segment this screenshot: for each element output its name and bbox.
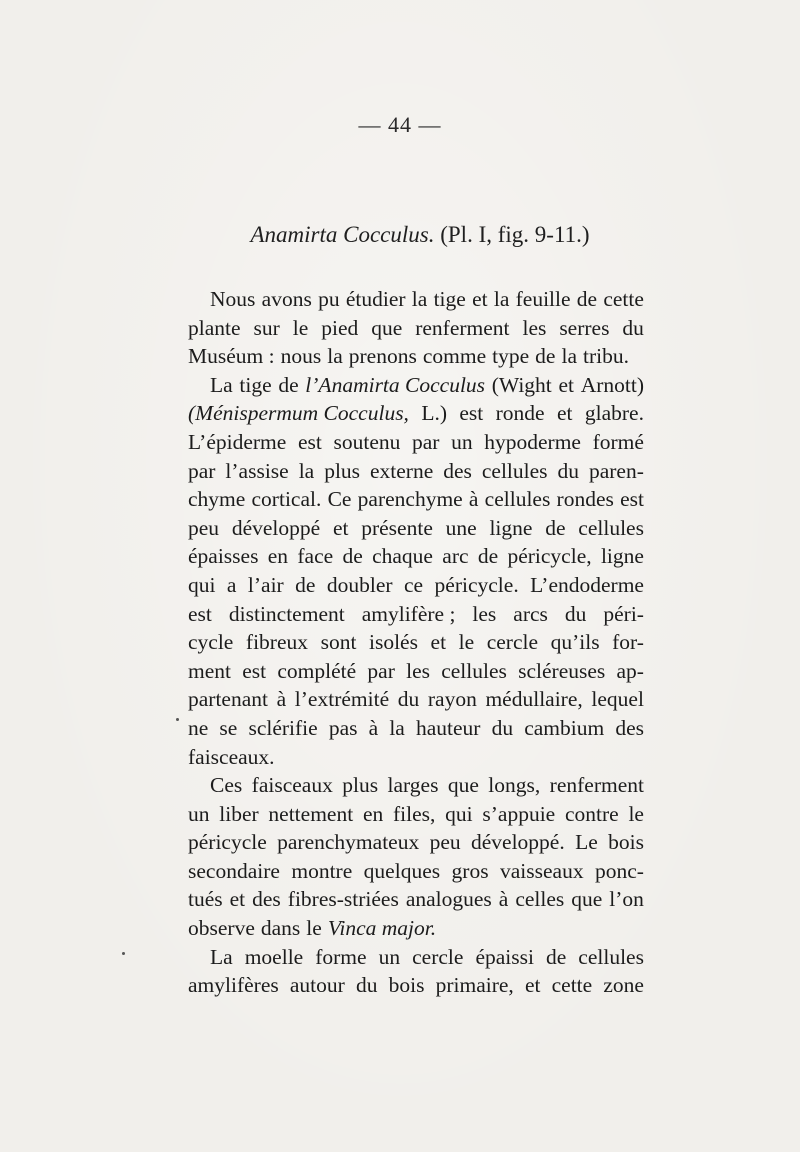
word: ponc-	[595, 858, 644, 883]
word: L’épiderme	[188, 429, 287, 454]
word: de	[477, 544, 499, 569]
word: a	[226, 572, 237, 597]
word: épaisses	[188, 544, 259, 569]
word: pu	[318, 287, 340, 311]
word: fibres-striées	[287, 887, 399, 912]
text-line	[188, 771, 644, 800]
ink-speck	[176, 718, 179, 721]
word: ligne	[600, 544, 644, 569]
word: et	[558, 372, 574, 397]
word: les	[406, 658, 430, 683]
word: de	[342, 544, 363, 569]
word: des	[443, 458, 472, 483]
page-number: — 44 —	[358, 112, 442, 137]
word: plus	[324, 458, 361, 483]
text-line	[188, 542, 644, 571]
word: renferment	[549, 773, 644, 798]
word: la	[493, 287, 510, 311]
word: cambium	[524, 715, 605, 740]
word: La	[210, 372, 233, 397]
word: nous	[280, 344, 322, 369]
section-title	[0, 222, 800, 248]
word: Ces	[210, 773, 243, 798]
word: glabre.	[584, 401, 644, 426]
text-line	[188, 828, 644, 857]
word: les	[522, 315, 547, 340]
word: péricycle,	[507, 544, 592, 569]
word: la	[411, 287, 428, 311]
word: formé	[592, 429, 644, 454]
word: est	[188, 601, 212, 626]
word: parenchymateux	[277, 830, 420, 855]
word: péricycle	[188, 830, 267, 855]
word: du	[622, 315, 644, 340]
word: des	[252, 887, 281, 912]
text-line	[188, 314, 644, 343]
word: du	[397, 687, 420, 712]
word: tribu.	[583, 344, 629, 369]
text-line	[188, 943, 644, 972]
word: l’on	[609, 887, 644, 912]
word: plante	[188, 315, 241, 340]
word: secondaire	[188, 858, 280, 883]
word: observe	[188, 916, 255, 941]
word: for-	[612, 630, 644, 655]
word: péricycle.	[434, 572, 519, 597]
word: se	[219, 715, 238, 740]
word: autour	[289, 973, 345, 998]
word: à	[498, 887, 509, 912]
word: cercle	[412, 944, 464, 969]
word: ment	[188, 658, 231, 683]
word: externe	[370, 458, 434, 483]
word: de	[545, 944, 567, 969]
word: développé	[231, 515, 321, 540]
word: présente	[361, 515, 433, 540]
word: Nous	[210, 287, 256, 311]
word: cellules	[578, 515, 644, 540]
word: (Ménispermum Cocculus,	[188, 401, 409, 426]
word: nettement	[268, 801, 354, 826]
word: Le	[575, 830, 598, 855]
word: larges	[387, 773, 439, 798]
word: sont	[320, 630, 357, 655]
word: face	[297, 544, 334, 569]
word: doubler	[326, 572, 393, 597]
word: lequel	[591, 687, 644, 712]
word: par	[188, 458, 216, 483]
word: la	[389, 715, 405, 740]
text-line	[188, 914, 644, 943]
text-line	[188, 514, 644, 543]
word: de	[576, 287, 598, 311]
word: parenchyme	[357, 487, 463, 512]
word: qu’ils	[550, 630, 600, 655]
word: paren-	[588, 458, 644, 483]
species-name: Anamirta Cocculus.	[250, 222, 435, 247]
word: que	[371, 315, 403, 340]
word: qui	[445, 801, 473, 826]
word: du	[491, 715, 514, 740]
text-line	[188, 600, 644, 629]
word: des	[615, 715, 644, 740]
word: files,	[392, 801, 436, 826]
word: de	[278, 372, 299, 397]
word: cellules	[484, 487, 551, 512]
word: développé.	[470, 830, 565, 855]
word: à	[276, 687, 287, 712]
word: faisceaux.	[188, 744, 275, 769]
word: comme	[422, 344, 487, 369]
word: renferment	[415, 315, 510, 340]
word: la	[561, 344, 577, 369]
text-line	[188, 857, 644, 886]
word: analogues	[405, 887, 492, 912]
word: de	[295, 572, 316, 597]
word: péri-	[603, 601, 644, 626]
word: bois	[388, 973, 425, 998]
word: pied	[321, 315, 359, 340]
word: cycle	[188, 630, 234, 655]
word: par	[412, 429, 440, 454]
word: cellules	[441, 658, 507, 683]
word: de	[545, 515, 566, 540]
word: l’assise	[225, 458, 289, 483]
word: sclérifie	[248, 715, 318, 740]
word: amylifère ;	[361, 601, 456, 626]
word: type	[492, 344, 530, 369]
word: que	[571, 887, 603, 912]
word: le	[306, 916, 322, 941]
word: Vinca major.	[327, 916, 437, 941]
word: (Wight	[491, 372, 552, 397]
word: rayon	[427, 687, 477, 712]
word: amylifères	[188, 973, 279, 998]
word: fibreux	[245, 630, 309, 655]
word: ap-	[616, 658, 644, 683]
word: étudier	[345, 287, 406, 311]
word: cercle	[486, 630, 539, 655]
plate-reference: (Pl. I, fig. 9-11.)	[440, 222, 590, 247]
word: chyme	[188, 487, 246, 512]
word: et	[472, 287, 488, 311]
text-line	[188, 485, 644, 514]
text-line	[188, 714, 644, 743]
word: cellules	[578, 944, 644, 969]
word: pas	[328, 715, 358, 740]
text-line	[188, 885, 644, 914]
word: ce	[404, 572, 424, 597]
word: longs,	[488, 773, 541, 798]
word: celles	[515, 887, 565, 912]
word: un	[188, 801, 210, 826]
word: montre	[291, 858, 353, 883]
text-line	[188, 457, 644, 486]
word: un	[451, 429, 473, 454]
word: par	[367, 658, 395, 683]
word: chaque	[372, 544, 433, 569]
word: cellules	[481, 458, 548, 483]
word: serres	[559, 315, 610, 340]
word: L’endoderme	[530, 572, 644, 597]
word: les	[472, 601, 497, 626]
word: primaire,	[435, 973, 514, 998]
word: ne	[188, 715, 209, 740]
text-line	[188, 743, 644, 772]
word: la	[327, 344, 343, 369]
word: soutenu	[333, 429, 401, 454]
word: forme	[315, 944, 367, 969]
word: en	[267, 544, 289, 569]
word: liber	[219, 801, 259, 826]
word: Arnott)	[580, 372, 644, 397]
word: plus	[342, 773, 379, 798]
word: et	[556, 401, 573, 426]
word: contre	[564, 801, 619, 826]
word: cette	[603, 287, 644, 311]
word: hypoderme	[484, 429, 581, 454]
word: de	[535, 344, 556, 369]
word: faisceaux	[251, 773, 333, 798]
word: à	[368, 715, 379, 740]
text-line	[188, 800, 644, 829]
word: distinctement	[228, 601, 345, 626]
word: ligne	[489, 515, 533, 540]
word: arcs	[513, 601, 548, 626]
text-line	[188, 428, 644, 457]
word: sur	[253, 315, 280, 340]
word: isolés	[368, 630, 418, 655]
word: du	[564, 601, 587, 626]
word: complété	[277, 658, 357, 683]
word: avons	[261, 287, 312, 311]
word: tige	[239, 372, 272, 397]
word: est	[297, 429, 322, 454]
word: quelques	[363, 858, 441, 883]
word: est	[620, 487, 644, 512]
text-line	[188, 971, 644, 1000]
word: l’extrémité	[294, 687, 390, 712]
word: peu	[188, 515, 220, 540]
word: arc	[442, 544, 469, 569]
word: prenons	[348, 344, 417, 369]
body-text	[188, 285, 644, 1000]
word: est	[459, 401, 484, 426]
word: du	[557, 458, 580, 483]
word: vaisseaux	[499, 858, 584, 883]
word: médullaire,	[485, 687, 583, 712]
text-line	[188, 685, 644, 714]
text-line	[188, 285, 644, 314]
word: à	[468, 487, 479, 512]
word: partenant	[188, 687, 268, 712]
word: feuille	[515, 287, 571, 311]
word: s’appuie	[482, 801, 556, 826]
text-line	[188, 657, 644, 686]
word: La	[210, 944, 233, 969]
text-line	[188, 399, 644, 428]
text-line	[188, 371, 644, 400]
word: L.)	[421, 401, 447, 426]
word: et	[430, 630, 447, 655]
word: rondes	[556, 487, 614, 512]
word: est	[242, 658, 267, 683]
word: ronde	[495, 401, 545, 426]
word: tige	[433, 287, 466, 311]
word: Muséum :	[188, 344, 275, 369]
word: un	[378, 944, 401, 969]
word: qui	[188, 572, 216, 597]
word: en	[362, 801, 384, 826]
word: épaissi	[475, 944, 534, 969]
word: scléreuses	[518, 658, 606, 683]
word: le	[458, 630, 475, 655]
word: du	[355, 973, 378, 998]
word: Ce	[327, 487, 352, 512]
word: que	[447, 773, 479, 798]
text-line	[188, 628, 644, 657]
word: et	[332, 515, 349, 540]
word: l’air	[247, 572, 284, 597]
word: l’Anamirta Cocculus	[305, 372, 486, 397]
word: et	[229, 887, 246, 912]
word: et	[524, 973, 541, 998]
word: tués	[188, 887, 223, 912]
word: zone	[603, 973, 644, 998]
ink-speck	[122, 952, 125, 955]
word: cortical.	[251, 487, 322, 512]
text-line	[188, 571, 644, 600]
word: hauteur	[415, 715, 481, 740]
word: moelle	[244, 944, 304, 969]
word: la	[298, 458, 315, 483]
text-line	[188, 342, 644, 371]
word: dans	[260, 916, 301, 941]
word: peu	[429, 830, 461, 855]
word: gros	[451, 858, 489, 883]
word: le	[292, 315, 309, 340]
word: bois	[608, 830, 644, 855]
word: cette	[551, 973, 593, 998]
word: une	[445, 515, 477, 540]
word: le	[628, 801, 644, 826]
